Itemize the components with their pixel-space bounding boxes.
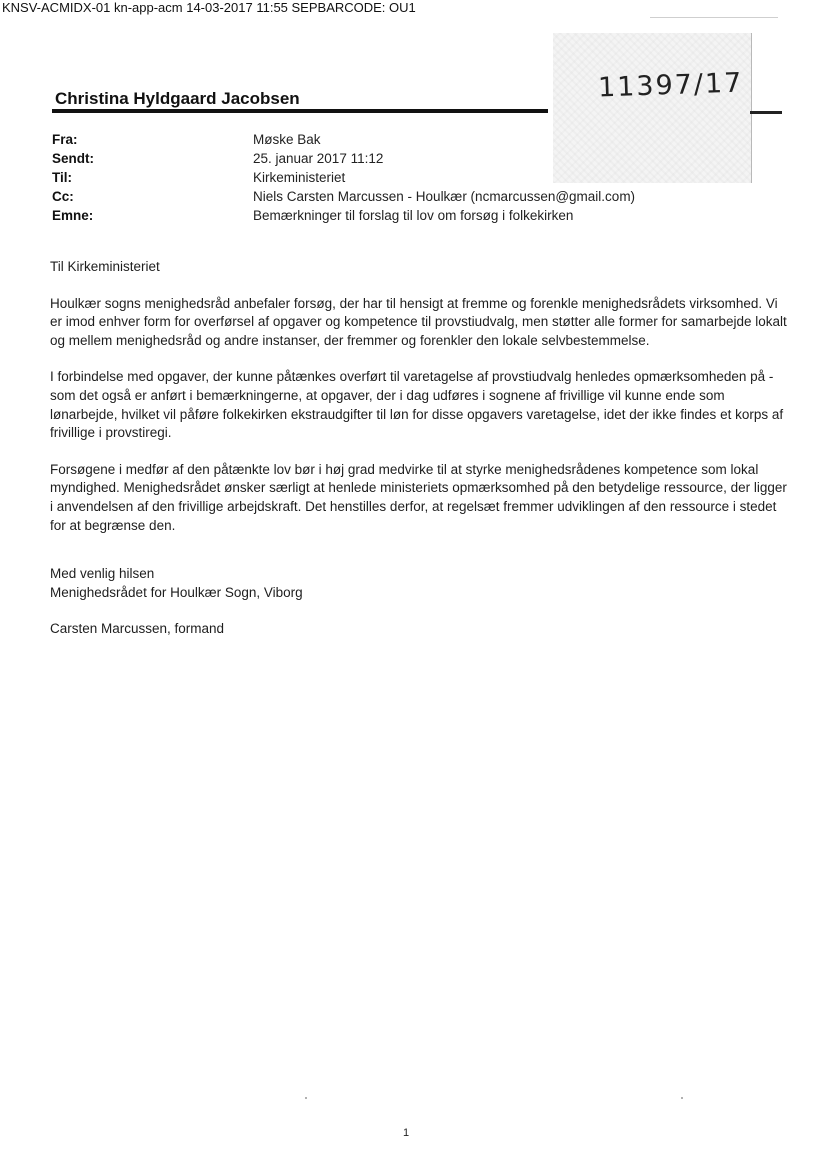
meta-label-to: Til:: [52, 170, 72, 185]
organisation: Menighedsrådet for Houlkær Sogn, Viborg: [50, 584, 303, 600]
closing: Med venlig hilsen: [50, 566, 155, 582]
fax-header: KNSV-ACMIDX-01 kn-app-acm 14-03-2017 11:55 SEPBARCODE: OU1: [2, 0, 416, 15]
header-rule: [52, 109, 548, 113]
meta-label-from: Fra:: [52, 132, 78, 147]
paragraph-1: Houlkær sogns menighedsråd anbefaler forsøg, der har til hensigt at fremme og forenkle menighedsrådets virksomhed. Vi er imod enhver form for overførsel af opgaver og kompetence til provstiudvalg, men støtter alle former for samarbejde lokalt og mellem menighedsråd og andre instanser, der fremmer og forenkler den lokale selvbestemmelse.: [50, 295, 787, 348]
meta-value-to: Kirkeministeriet: [253, 170, 346, 185]
paragraph-2: I forbindelse med opgaver, der kunne påtænkes overført til varetagelse af provstiudvalg henledes opmærksomheden på - som det også er anført i bemærkningerne, at opgaver, der i dag udføres i sognene af frivillige vil kunne ende som lønarbejde, hvilket vil påføre folkekirken ekstraudgifter til løn for disse opgavers varetagelse, idet der ikke findes et korps af frivillige i provstiregi.: [50, 369, 784, 441]
handwritten-journal-number: 11397/17: [597, 67, 744, 104]
header-rule-end: [750, 111, 782, 114]
meta-value-cc: Niels Carsten Marcussen - Houlkær (ncmarcussen@gmail.com): [253, 189, 636, 204]
meta-value-from: Møske Bak: [253, 132, 321, 147]
page-number: 1: [403, 1127, 410, 1139]
scan-speck: [681, 1097, 683, 1099]
meta-value-subject: Bemærkninger til forslag til lov om forsøg i folkekirken: [253, 208, 574, 223]
meta-value-sent: 25. januar 2017 11:12: [253, 151, 384, 166]
meta-label-sent: Sendt:: [52, 151, 94, 166]
stamp-area: [553, 33, 752, 183]
meta-label-subject: Emne:: [52, 208, 94, 223]
fax-header-line: [650, 17, 778, 18]
greeting: Til Kirkeministeriet: [50, 259, 160, 274]
letter-body: [50, 258, 790, 639]
signature: Carsten Marcussen, formand: [50, 621, 225, 637]
scan-speck: [305, 1097, 307, 1099]
meta-label-cc: Cc:: [52, 189, 74, 204]
paragraph-3: Forsøgene i medfør af den påtænkte lov bør i høj grad medvirke til at styrke menighedsrådenes kompetence som lokal myndighed. Menighedsrådet ønsker særligt at henlede ministeriets opmærksomhed på den betydelige ressource, der ligger i anvendelsen af den frivillige arbejdskraft. Det henstilles derfor, at regelsæt fremmer udviklingen af den ressource i stedet for at begrænse den.: [50, 461, 787, 533]
sender-name: Christina Hyldgaard Jacobsen: [55, 89, 300, 108]
